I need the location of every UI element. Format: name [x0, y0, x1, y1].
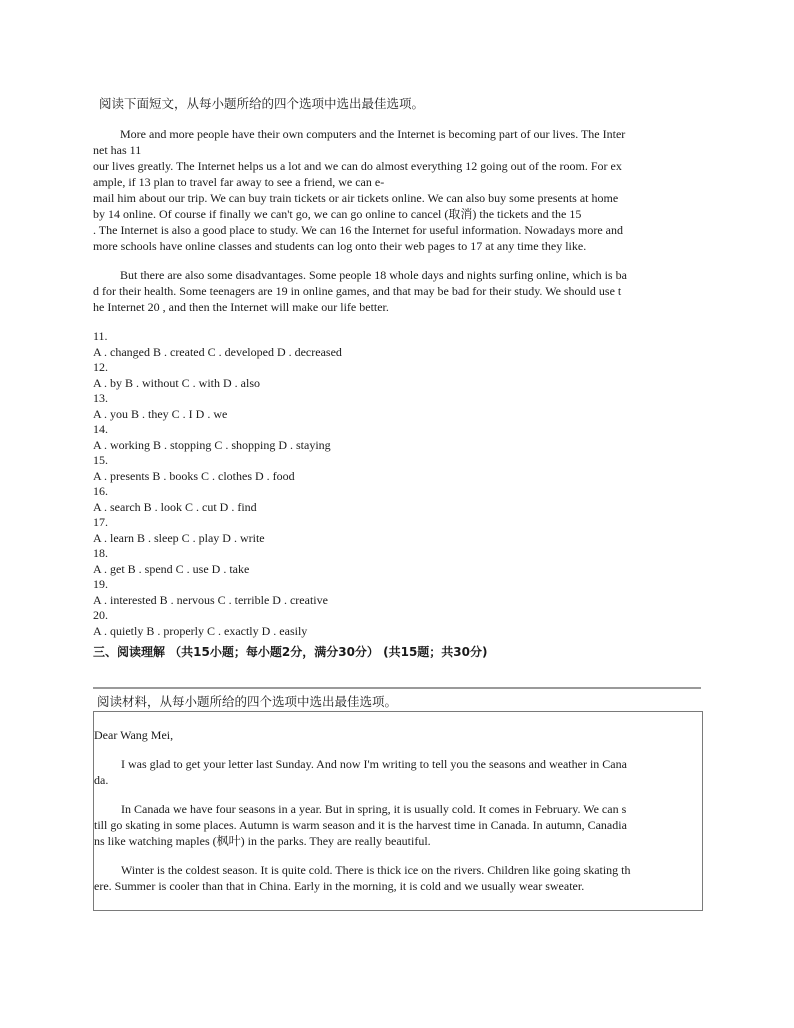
passage-line: d for their health. Some teenagers are 19 in online games, and that may be bad for their study. We should use t — [93, 284, 622, 298]
question-options: A . quietly B . properly C . exactly D . easily — [93, 623, 308, 638]
letter-greeting: Dear Wang Mei, — [94, 728, 174, 742]
question-options: A . by B . without C . with D . also — [93, 375, 261, 390]
passage-line: ample, if 13 plan to travel far away to see a friend, we can e- — [93, 175, 385, 189]
section-instruction: 阅读材料，从每小题所给的四个选项中选出最佳选项。 — [97, 695, 398, 709]
question-options: A . search B . look C . cut D . find — [93, 499, 257, 514]
letter-line: till go skating in some places. Autumn is warm season and it is the harvest time in Canada. In autumn, Canadia — [94, 818, 627, 832]
question-number: 11. — [93, 329, 108, 343]
question-number: 13. — [93, 391, 108, 405]
passage-line: he Internet 20 , and then the Internet will make our life better. — [93, 300, 389, 314]
question-number: 15. — [93, 453, 108, 467]
question-number: 14. — [93, 422, 108, 436]
question-options: A . interested B . nervous C . terrible D . creative — [93, 592, 328, 607]
passage-line: More and more people have their own computers and the Internet is becoming part of our lives. The Inter — [120, 127, 626, 141]
question-number: 17. — [93, 515, 108, 529]
question-number: 12. — [93, 360, 108, 374]
passage-line: our lives greatly. The Internet helps us a lot and we can do almost everything 12 going out of the room. For ex — [93, 159, 622, 173]
passage-line: mail him about our trip. We can buy train tickets or air tickets online. We can also buy some presents at home — [93, 191, 619, 205]
section-instruction: 阅读下面短文，从每小题所给的四个选项中选出最佳选项。 — [99, 97, 425, 111]
question-options: A . working B . stopping C . shopping D . staying — [93, 437, 331, 452]
question-list — [93, 329, 342, 639]
passage-line: But there are also some disadvantages. Some people 18 whole days and nights surfing online, which is ba — [120, 268, 627, 282]
divider — [93, 687, 701, 689]
passage-line: more schools have online classes and students can log onto their web pages to 17 at any time they like. — [93, 239, 587, 253]
question-options: A . get B . spend C . use D . take — [93, 561, 250, 576]
letter-text — [94, 727, 702, 894]
cloze-passage-para2 — [93, 267, 701, 315]
letter-line: I was glad to get your letter last Sunday. And now I'm writing to tell you the seasons and weather in Cana — [121, 757, 627, 771]
question-number: 20. — [93, 608, 108, 622]
question-options: A . learn B . sleep C . play D . write — [93, 530, 265, 545]
letter-line: ns like watching maples (枫叶) in the parks. They are really beautiful. — [94, 834, 431, 848]
letter-line: Winter is the coldest season. It is quite cold. There is thick ice on the rivers. Children like going skating th — [121, 863, 631, 877]
letter-line: In Canada we have four seasons in a year. But in spring, it is usually cold. It comes in February. We can s — [121, 802, 627, 816]
question-options: A . you B . they C . I D . we — [93, 406, 228, 421]
letter-line: ere. Summer is cooler than that in China. Early in the morning, it is cold and we usually wear sweater. — [94, 879, 585, 893]
section-heading: 三、阅读理解 （共15小题；每小题2分，满分30分） (共15题；共30分) — [93, 645, 488, 659]
question-number: 19. — [93, 577, 108, 591]
letter-line: da. — [94, 773, 109, 787]
passage-line: by 14 online. Of course if finally we can't go, we can go online to cancel (取消) the tickets and the 15 — [93, 207, 582, 221]
cloze-passage-para1 — [93, 126, 701, 254]
passage-line: net has 11 — [93, 143, 142, 157]
question-options: A . presents B . books C . clothes D . food — [93, 468, 295, 483]
question-number: 16. — [93, 484, 108, 498]
question-options: A . changed B . created C . developed D . decreased — [93, 344, 342, 359]
passage-line: . The Internet is also a good place to study. We can 16 the Internet for useful information. Nowadays more and — [93, 223, 623, 237]
question-number: 18. — [93, 546, 108, 560]
